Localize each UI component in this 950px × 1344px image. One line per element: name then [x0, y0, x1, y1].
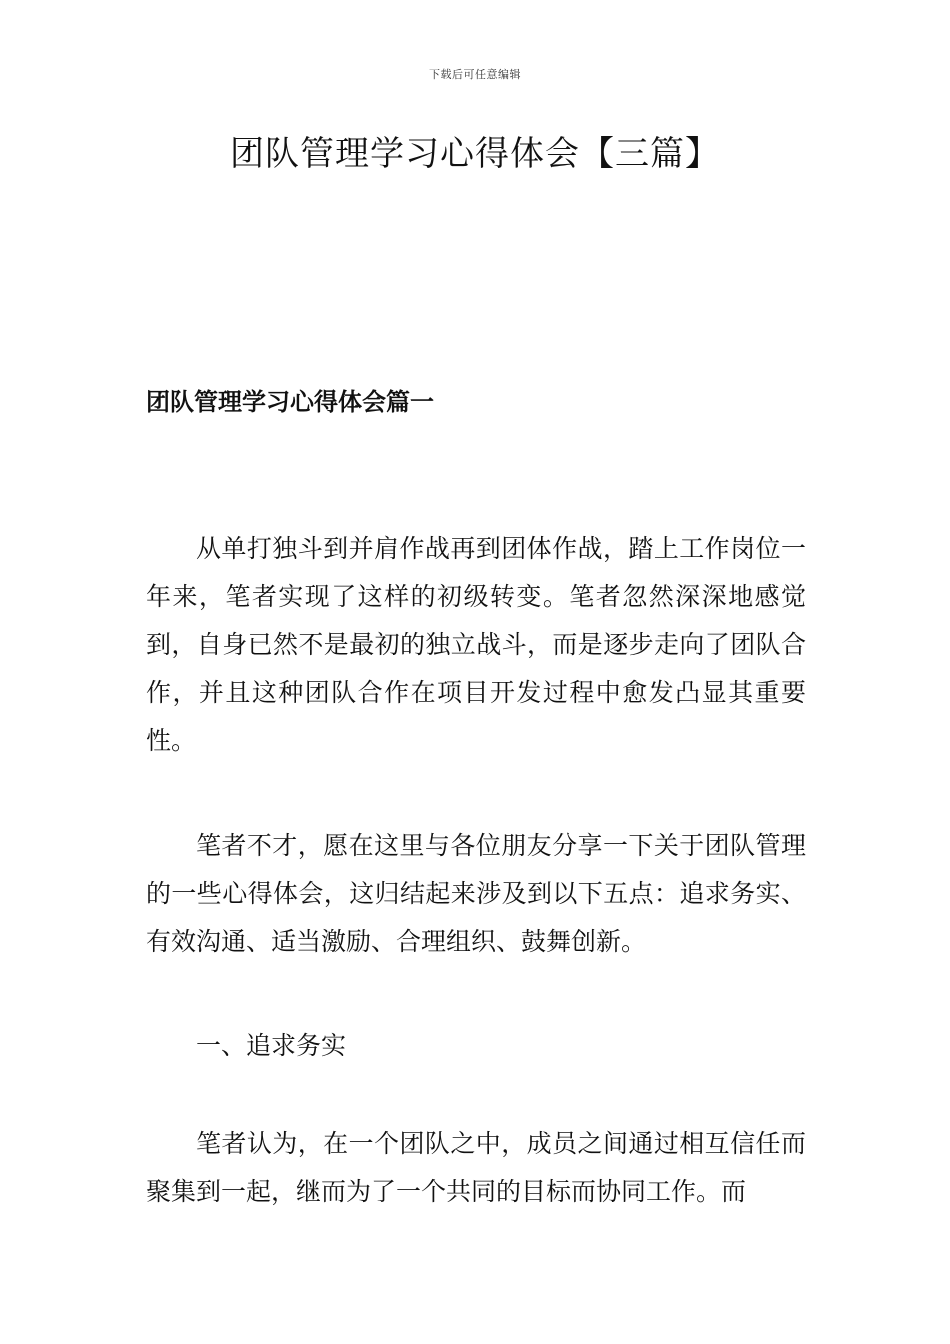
- paragraph-2: 笔者不才，愿在这里与各位朋友分享一下关于团队管理的一些心得体会，这归结起来涉及到以下五点：追求务实、有效沟通、适当激励、合理组织、鼓舞创新。: [146, 831, 806, 956]
- document-title: 团队管理学习心得体会【三篇】: [230, 134, 720, 174]
- paragraph-3: 笔者认为，在一个团队之中，成员之间通过相互信任而聚集到一起，继而为了一个共同的目标而协同工作。而: [146, 1129, 806, 1206]
- subheading-1: 一、追求务实: [196, 1031, 347, 1060]
- header-note: 下载后可任意编辑: [429, 68, 521, 81]
- paragraph-1: 从单打独斗到并肩作战再到团体作战，踏上工作岗位一年来，笔者实现了这样的初级转变。笔者忽然深深地感觉到，自身已然不是最初的独立战斗，而是逐步走向了团队合作，并且这种团队合作在项目开发过程中愈发凸显其重要性。: [146, 534, 806, 755]
- section-heading: 团队管理学习心得体会篇一: [146, 387, 434, 416]
